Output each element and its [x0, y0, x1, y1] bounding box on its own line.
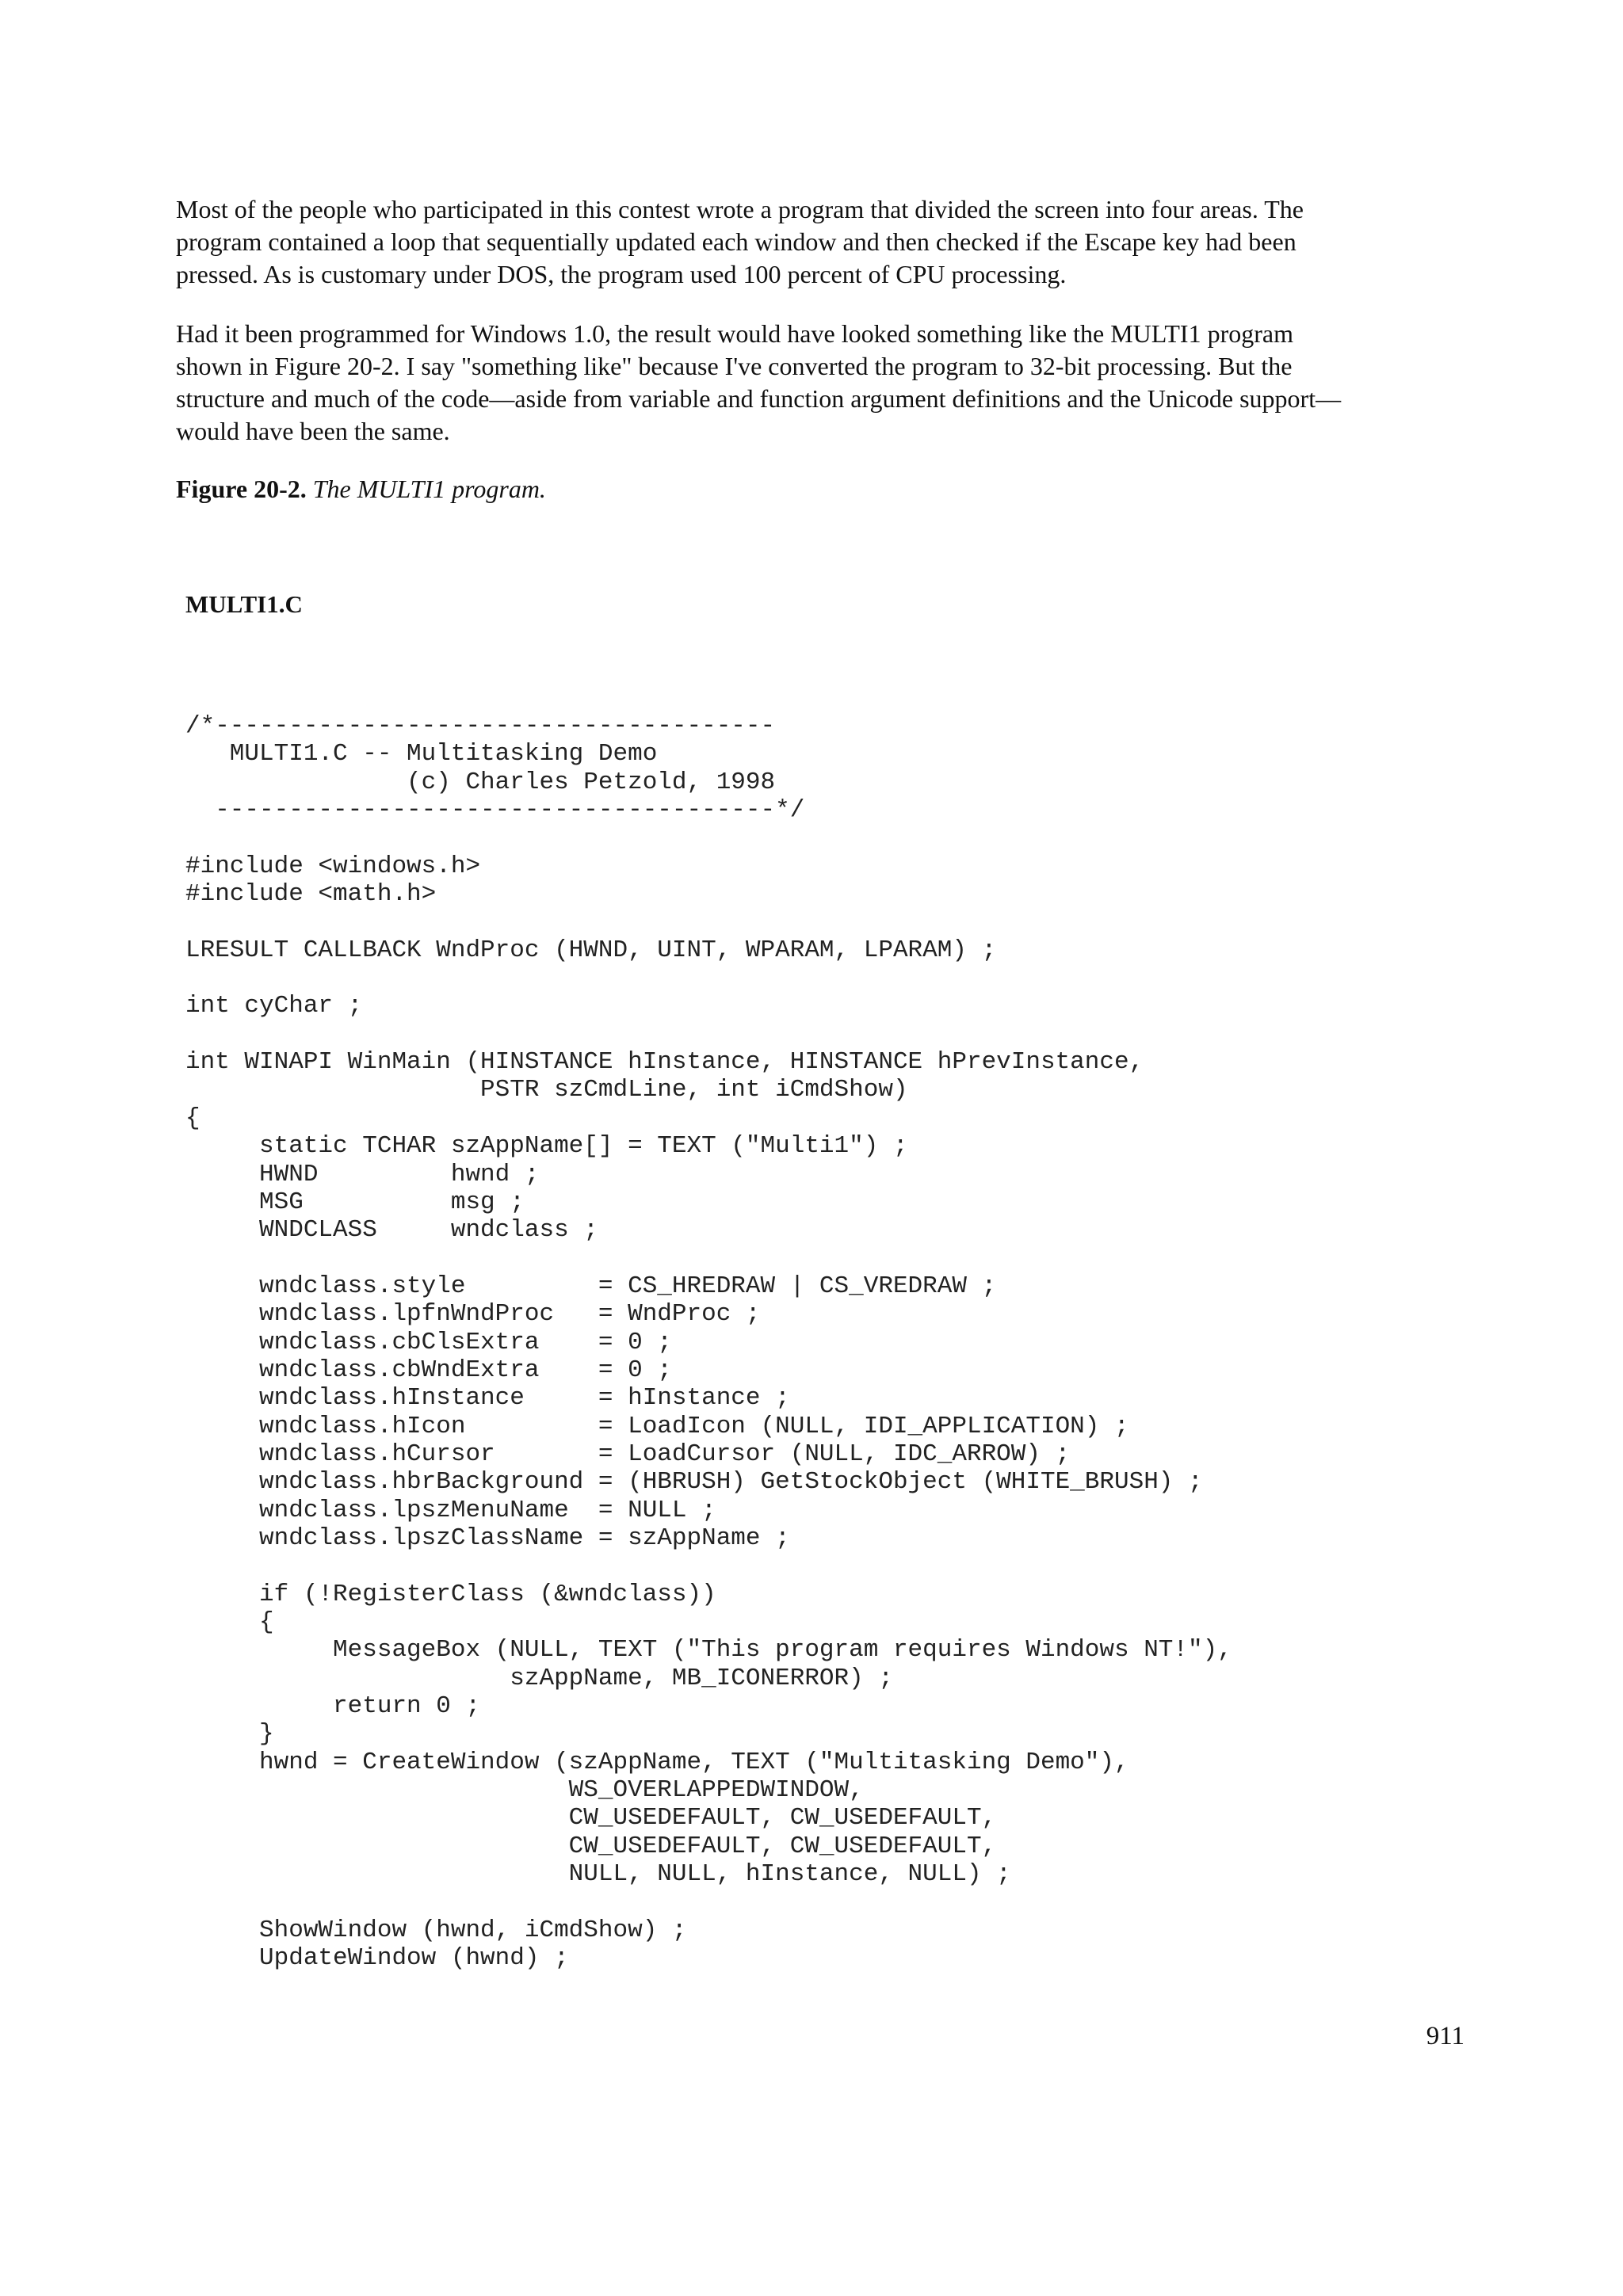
code-listing: /*-------------------------------------- MULTI1.C -- Multitasking Demo (c) Charles Petzold, 1998 --------------------------------------*/ #include <windows.h> #include <math.h> LRESULT CALLBACK WndProc (HWND, UINT, WPARAM, LPARAM) ; int cyChar ; int WINAPI WinMain (HINSTANCE hInstance, HINSTANCE hPrevInstance, PSTR szCmdLine, int iCmdShow) { static TCHAR szAppName[] = TEXT ("Multi1") ; HWND hwnd ; MSG msg ; WNDCLASS wndclass ; wndclass.style = CS_HREDRAW | CS_VREDRAW ; wndclass.lpfnWndProc = WndProc ; wndclass.cbClsExtra = 0 ; wndclass.cbWndExtra = 0 ; wndclass.hInstance = hInstance ; wndclass.hIcon = LoadIcon (NULL, IDI_APPLICATION) ; wndclass.hCursor = LoadCursor (NULL, IDC_ARROW) ; wndclass.hbrBackground = (HBRUSH) GetStockObject (WHITE_BRUSH) ; wndclass.lpszMenuName = NULL ; wndclass.lpszClassName = szAppName ; if (!RegisterClass (&wndclass)) { MessageBox (NULL, TEXT ("This program requires Windows NT!"), szAppName, MB_ICONERROR) ; return 0 ; } hwnd = CreateWindow (szAppName, TEXT ("Multitasking Demo"), WS_OVERLAPPEDWINDOW, CW_USEDEFAULT, CW_USEDEFAULT, CW_USEDEFAULT, CW_USEDEFAULT, NULL, NULL, hInstance, NULL) ; ShowWindow (hwnd, iCmdShow) ; UpdateWindow (hwnd) ;	[185, 712, 1232, 1973]
figure-label: Figure 20-2.	[176, 475, 307, 503]
body-paragraph: Most of the people who participated in this contest wrote a program that divided the screen into four areas. The program contained a loop that sequentially updated each window and then checked if the Escape key had been pressed. As is customary under DOS, the program used 100 percent of CPU processing.	[176, 195, 1304, 288]
page-number: 911	[1426, 2022, 1465, 2050]
listing-file-name: MULTI1.C	[185, 590, 303, 618]
figure-title: The MULTI1 program.	[312, 475, 546, 503]
body-paragraph: Had it been programmed for Windows 1.0, the result would have looked something like the MULTI1 program shown in Figure 20-2. I say "something like" because I've converted the program to 32-bit processing. But the structure and much of the code—aside from variable and function argument definitions and the Unicode support— would have been the same.	[176, 319, 1342, 445]
figure-caption	[176, 473, 1452, 505]
